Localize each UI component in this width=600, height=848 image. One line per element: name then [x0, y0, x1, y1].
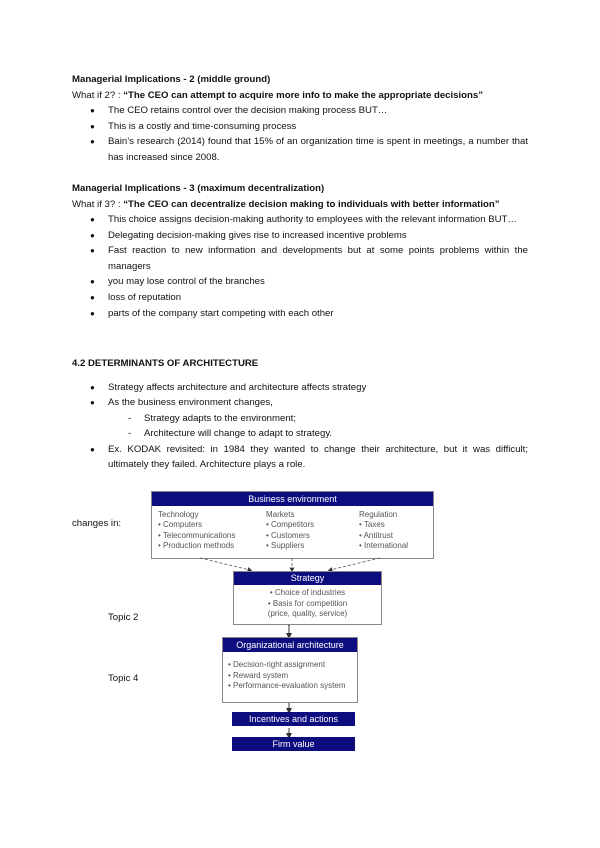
strategy-items	[234, 588, 381, 620]
list-item-text: This is a costly and time-consuming process	[108, 120, 297, 132]
question-prefix: What if 2? :	[72, 89, 124, 101]
incentives-actions-box: Incentives and actions	[232, 712, 355, 726]
bullet-icon: ●	[90, 246, 95, 256]
column-item: • Suppliers	[266, 541, 305, 550]
column-item: • International	[359, 541, 409, 550]
list-item-text: As the business environment changes,	[108, 397, 273, 409]
section-heading: Managerial Implications - 2 (middle ground)	[72, 74, 271, 85]
column-title: Regulation	[359, 510, 398, 519]
column-title: Technology	[158, 510, 199, 519]
bullet-icon: ●	[90, 106, 95, 115]
list-item-text: The CEO retains control over the decision making process BUT…	[108, 105, 388, 116]
column-item: • Customers	[266, 530, 310, 540]
section-heading: 4.2 DETERMINANTS OF ARCHITECTURE	[72, 358, 259, 369]
list-item-text: loss of reputation	[108, 291, 182, 303]
strategy-item: (price, quality, service)	[267, 609, 348, 618]
list-item-text: Bain’s research (2014) found that 15% of an organization time is spent in meetings, a number that has increased since 2008.	[108, 136, 528, 163]
org-architecture-item: • Reward system	[228, 670, 289, 680]
list-item-text: Fast reaction to new information and developments but at some points problems within the managers	[108, 245, 528, 272]
question-text: “The CEO can decentralize decision making to individuals with better information”	[123, 198, 500, 210]
column-title: Markets	[266, 510, 295, 519]
business-environment-title: Business environment	[152, 492, 433, 506]
column-item: • Competitors	[266, 520, 315, 529]
org-architecture-title: Organizational architecture	[223, 638, 357, 652]
section-heading: Managerial Implications - 3 (maximum decentralization)	[72, 183, 325, 194]
column-item: • Antitrust	[359, 530, 393, 540]
list-item-text: Strategy affects architecture and architecture affects strategy	[108, 381, 367, 393]
list-item-text: Delegating decision-making gives rise to increased incentive problems	[108, 229, 407, 241]
environment-to-strategy-arrows	[200, 558, 380, 570]
column-item: • Computers	[158, 520, 203, 529]
question-prefix: What if 3? :	[72, 198, 124, 210]
sub-list-item-text: Strategy adapts to the environment;	[144, 412, 296, 424]
org-architecture-items	[223, 660, 357, 692]
bullet-icon: ●	[90, 444, 95, 454]
topic4-label: Topic 4	[108, 673, 139, 684]
strategy-item: • Basis for competition	[267, 598, 348, 608]
strategy-box	[233, 571, 382, 625]
list-item-text: Ex. KODAK revisited: in 1984 they wanted to change their architecture, but it was difficult; ultimately they failed. Architecture plays a role.	[108, 443, 528, 471]
bullet-icon: ●	[90, 230, 95, 240]
column-item: • Telecommunications	[158, 530, 236, 540]
changes-label: changes in:	[72, 518, 122, 529]
column-item: • Production methods	[158, 541, 235, 550]
org-architecture-item: • Performance-evaluation system	[228, 681, 346, 690]
bullet-icon: ●	[90, 215, 95, 224]
list-item-text: you may lose control of the branches	[108, 276, 265, 288]
bullet-icon: ●	[90, 121, 95, 131]
bullet-icon: ●	[90, 292, 95, 302]
bullet-icon: ●	[90, 382, 95, 392]
question-text: “The CEO can attempt to acquire more info to make the appropriate decisions”	[123, 89, 484, 101]
list-item-text: This choice assigns decision-making authority to employees with the relevant information BUT…	[108, 214, 517, 225]
strategy-item: • Choice of industries	[269, 588, 346, 597]
column-item: • Taxes	[359, 520, 385, 529]
dash-icon: -	[128, 412, 132, 424]
bullet-icon: ●	[90, 398, 95, 408]
org-architecture-box	[222, 637, 358, 703]
bullet-icon: ●	[90, 277, 95, 287]
org-architecture-item: • Decision-right assignment	[228, 660, 326, 669]
bullet-icon: ●	[90, 137, 95, 147]
topic2-label: Topic 2	[108, 612, 139, 623]
firm-value-box: Firm value	[232, 737, 355, 751]
strategy-title: Strategy	[234, 572, 381, 585]
bullet-icon: ●	[90, 308, 95, 318]
dash-icon: -	[128, 428, 132, 440]
sub-list-item-text: Architecture will change to adapt to strategy.	[144, 428, 333, 440]
list-item-text: parts of the company start competing with each other	[108, 307, 334, 319]
